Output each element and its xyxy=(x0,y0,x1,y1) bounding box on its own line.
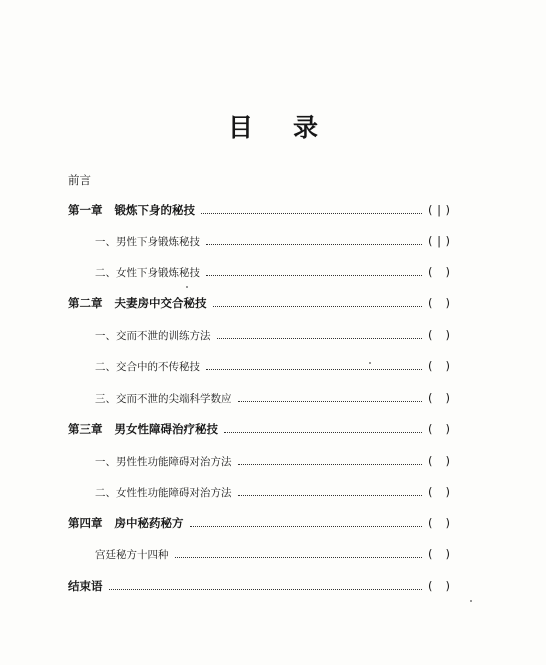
title-char-left: 目 xyxy=(227,113,253,142)
chapter-number: 第三章 xyxy=(68,422,103,436)
page-ref: ( ) xyxy=(428,454,450,468)
page-ref: ( | ) xyxy=(428,234,450,248)
toc-row xyxy=(95,326,450,344)
toc-row xyxy=(95,483,450,501)
dot-leader xyxy=(206,369,422,370)
scan-speck xyxy=(369,362,371,364)
entry-title: 一、交而不泄的训练方法 xyxy=(95,329,211,342)
dot-leader xyxy=(201,213,422,214)
dot-leader xyxy=(175,557,423,558)
page-ref: ( ) xyxy=(428,328,450,342)
page-number: | xyxy=(437,203,441,217)
entry-title: 一、男性下身锻炼秘技 xyxy=(95,235,200,248)
toc-row xyxy=(95,452,450,470)
page-number: | xyxy=(437,234,441,248)
entry-title: 二、女性下身锻炼秘技 xyxy=(95,266,200,279)
page-ref: ( ) xyxy=(428,265,450,279)
toc-row xyxy=(95,232,450,250)
preface-entry: 前言 xyxy=(68,173,91,187)
dot-leader xyxy=(224,432,422,433)
entry-title: 一、男性性功能障碍对治方法 xyxy=(95,455,232,468)
page-title xyxy=(0,108,546,144)
page-ref: ( ) xyxy=(428,422,450,436)
page-ref: ( ) xyxy=(428,359,450,373)
scan-speck xyxy=(186,286,188,288)
toc-row xyxy=(68,420,450,438)
toc-row xyxy=(68,514,450,532)
entry-title: 房中秘药秘方 xyxy=(114,516,184,530)
toc-row xyxy=(95,357,450,375)
page-ref: ( | ) xyxy=(428,203,450,217)
dot-leader xyxy=(206,244,422,245)
toc-row xyxy=(68,201,450,219)
dot-leader xyxy=(206,275,422,276)
scan-speck xyxy=(470,600,472,602)
toc-row xyxy=(95,389,450,407)
dot-leader xyxy=(238,495,423,496)
toc-row xyxy=(68,577,450,595)
title-char-right: 录 xyxy=(293,113,319,142)
toc-row xyxy=(68,294,450,312)
toc-row xyxy=(95,545,450,563)
dot-leader xyxy=(217,338,423,339)
toc-row xyxy=(95,263,450,281)
entry-title: 宫廷秘方十四种 xyxy=(95,548,169,561)
entry-title: 三、交而不泄的尖端科学数应 xyxy=(95,392,232,405)
dot-leader xyxy=(213,306,423,307)
chapter-number: 第二章 xyxy=(68,296,103,310)
chapter-number: 第四章 xyxy=(68,516,103,530)
dot-leader xyxy=(238,401,423,402)
entry-title: 锻炼下身的秘技 xyxy=(114,203,195,217)
entry-title: 二、交合中的不传秘技 xyxy=(95,360,200,373)
dot-leader xyxy=(190,526,423,527)
entry-title: 男女性障碍治疗秘技 xyxy=(114,422,218,436)
dot-leader xyxy=(238,464,423,465)
page-ref: ( ) xyxy=(428,296,450,310)
page-ref: ( ) xyxy=(428,516,450,530)
entry-title: 夫妻房中交合秘技 xyxy=(114,296,207,310)
page-ref: ( ) xyxy=(428,485,450,499)
dot-leader xyxy=(109,589,423,590)
entry-title: 结束语 xyxy=(68,579,103,593)
entry-title: 二、女性性功能障碍对治方法 xyxy=(95,486,232,499)
page-ref: ( ) xyxy=(428,547,450,561)
chapter-number: 第一章 xyxy=(68,203,103,217)
page-ref: ( ) xyxy=(428,391,450,405)
page-ref: ( ) xyxy=(428,579,450,593)
